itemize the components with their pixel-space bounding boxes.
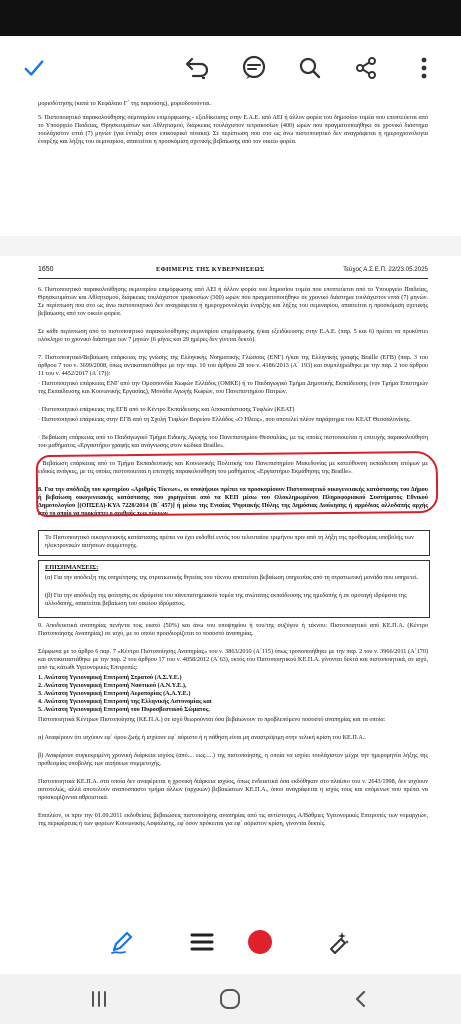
page-header (38, 266, 428, 279)
remark-a: (α) Για την απόδειξη της υπηρέτησης της στρατιωτικής θητείας του τέκνου απαιτείται βεβαίωση υπηρεσίας από τη στρατιωτική μονάδα που υπηρετεί. (45, 574, 419, 581)
system-nav-bar (0, 974, 461, 1024)
issue-label: Τεύχος Α.Σ.Ε.Π. 22/23.05.2025 (343, 266, 428, 273)
committee-5: 5. Ανώτατη Υγειονομική Επιτροπή του Πυροσβεστικού Σώματος. (38, 706, 210, 713)
committee-3: 3. Ανώτατη Υγειονομική Επιτροπή Αεροπορίας (Α.Α.Υ.Ε.) (38, 690, 191, 697)
paragraph-item6: 6. Πιστοποιητικό παρακολούθησης σεμιναρίου επιμόρφωσης από ΑΕΙ ή άλλον φορέα του δημοσίου τομέα που εποπτεύεται από το Υπουργείο Παιδείας, Θρησκευμάτων και Αθλητισμού, διάρκειας τουλάχιστον τριακοσίων (300) ωρών που πραγματοποιήθηκε σε χρονικό διάστημα τουλάχιστον επτά (7) μηνών. Σε περίπτωση που στο ως άνω πιστοποιητικό δεν αναγράφεται η ημεροχρονολογία έναρξης και λήξης του σεμιναρίου, απαιτείται η προσκόμιση σχετικής βεβαίωσης από τον οικείο φορέα. (38, 286, 428, 318)
paragraph-item5: 5. Πιστοποιητικό παρακολούθησης σεμιναρίου επιμόρφωσης - εξειδίκευσης στην Ε.Α.Ε. από ΑΕΙ ή άλλον φορέα του δημοσίου τομέα που εποπτεύεται από το Υπουργείο Παιδείας, Θρησκευμάτων και Αθλητισμού, διάρκειας τουλάχιστον τετρακοσίων (400) ωρών που πραγματοποιήθηκε σε χρονικό διάστημα τουλάχιστον επτά (7) μηνών (για ένταξη στον επικουρικό πίνακα). Σε περίπτωση που στο ως άνω πιστοποιητικό δεν αναγράφεται η ημεροχρονολογία έναρξης και λήξης του σεμιναρίου, απαιτείται η προσκόμιση σχετικής βεβαίωσης από τον οικείο φορέα. (38, 114, 428, 146)
paragraph-item9b: Σύμφωνα με το άρθρο 6 παρ. 7 «Κέντρο Πιστοποίησης Αναπηρίας» του ν. 3863/2010 (Α΄115) όπως τροποποιήθηκε με την παρ. 2 του ν. 3966/2011 (Α΄170) και αντικαταστάθηκε με την παρ. 2 του άρθρου 17 του ν. 4058/2012 (Α΄63), εκτός του Πιστοποιητικού ΚΕ.Π.Α. γίνονται δεκτά και πιστοποιητικά, σε ισχύ, από τις κάτωθι Υγειονομικές Επιτροπές: (38, 648, 428, 672)
paragraph-item9c: Πιστοποιητικά Κέντρων Πιστοποίησης (ΚΕ.Π.Α.) σε ισχύ θεωρούνται όσα βεβαιώνουν το προβλεπόμενο ποσοστό αναπηρίας και τα οποία: (38, 716, 386, 723)
paragraph-item6b: Σε κάθε περίπτωση από το πιστοποιητικό παρακολούθησης σεμιναρίου επιμόρφωσης ή/και εξειδίκευσης στην Ε.Α.Ε. (παρ. 5 και 6) πρέπει να προκύπτει ολόκληρο το χρονικό διάστημα των 7 μηνών (6 μήνες και 29 ημέρες δεν γίνεται δεκτό). (38, 328, 428, 344)
remarks-title: ΕΠΙΣΗΜΑΝΣΕΙΣ: (45, 564, 99, 571)
color-dot-icon[interactable] (242, 924, 278, 960)
committee-4: 4. Ανώτατη Υγειονομική Επιτροπή της Ελληνικής Αστυνομίας και (38, 698, 212, 705)
notice-box (38, 530, 430, 556)
more-icon[interactable] (412, 50, 436, 86)
document-page-previous (0, 100, 461, 236)
paragraph-line0: μοριοδότησης (κατά το Κεφάλαιο Γ΄ της παρούσης), μοριοδοτούνται. (38, 100, 212, 107)
magic-eraser-icon[interactable] (320, 924, 356, 960)
back-icon[interactable] (346, 984, 376, 1014)
document-page (0, 256, 461, 912)
paragraph-item8: 8. Για την απόδειξη του κριτηρίου «Αριθμός Τέκνων», οι υποψήφιοι πρέπει να προσκομίσουν Πιστοποιητικό οικογενειακής κατάστασης του Δήμου ή βεβαίωση οικογενειακής κατάστασης που χορηγείται από τα ΚΕΠ μέσω του Ολοκληρωμένου Πληροφοριακού Συστήματος Εθνικού Δημοτολογίου [(ΟΠΣΕΔ)-ΚΥΑ 7228/2014 (Β΄ 457)] ή μέσω της Ενιαίας Ψηφιακής Πύλης της Δημόσιας Διοίκησης ή αρμόδιας αλλοδαπής αρχής από το οποίο να προκύπτει ο αριθμός των τέκνων. (38, 486, 428, 518)
paragraph-item7-b1: · Πιστοποιητικό επάρκειας ΕΝΓ από την Ομοσπονδία Κωφών Ελλάδος (ΟΜΚΕ) ή το Παιδαγωγικό Τμήμα Δημοτικής Εκπαίδευσης (νυν Τμήμα Επιστημών της Εκπαίδευσης και Κοινωνικής Εργασίας), Μονάδα Αγωγής Κωφών, του Πανεπιστημίου Πατρών. (38, 380, 428, 396)
notice-text: Το Πιστοποιητικό οικογενειακής κατάστασης πρέπει να έχει εκδοθεί εντός του τελευταίου τριμήνου πριν από τη λήξη της προθεσμίας υποβολής των ηλεκτρονικών αιτήσεων συμμετοχής. (45, 534, 414, 549)
committee-1: 1. Ανώτατη Υγειονομική Επιτροπή Στρατού (Α.Σ.Υ.Ε.) (38, 674, 182, 681)
page-number: 1650 (38, 266, 54, 273)
menu-lines-icon[interactable] (184, 924, 220, 960)
paragraph-item9d: α) Αναφέρουν ότι ισχύουν εφ΄ όρου ζωής ή ισχύουν εφ΄ αόριστο ή η πάθηση είναι μη αναστρέψιμη στην τελική κρίση του ΚΕ.Π.Α.. (38, 734, 366, 741)
undo-icon[interactable] (178, 50, 214, 86)
paragraph-item9: 9. Αποδεικτικά αναπηρίας πενήντα τοις εκατό (50%) και άνω του υποψηφίου ή του/της συζύγου ή τέκνου: Πιστοποιητικό από ΚΕ.Π.Α. (Κέντρο Πιστοποίησης Αναπηρίας) σε ισχύ, με το οποίο προσδιορίζεται το ποσοστό αναπηρίας. (38, 622, 428, 638)
drawing-toolbar (0, 912, 461, 974)
pen-icon[interactable] (104, 924, 140, 960)
committee-2: 2. Ανώτατη Υγειονομική Επιτροπή Ναυτικού (Α.Ν.Υ.Ε.), (38, 682, 187, 689)
viewer-toolbar (0, 36, 461, 100)
annotate-icon[interactable] (236, 50, 272, 86)
remark-b: (β) Για την απόδειξη της φοίτησης σε ιδρύματα του πανεπιστημιακού τομέα της ανώτατης εκπαίδευσης της ημεδαπής ή σε ομοταγή ιδρύματα της αλλοδαπής, απαιτείται βεβαίωση του οικείου ιδρύματος. (45, 592, 407, 607)
journal-title: ΕΦΗΜΕΡΙΣ ΤΗΣ ΚΥΒΕΡΝΗΣΕΩΣ (156, 266, 265, 273)
paragraph-item9f: Πιστοποιητικά ΚΕ.Π.Α. στα οποία δεν αναφέρεται η χρονική διάρκεια ισχύος, όπως ενδεικτικά όσα εκδόθηκαν στο πλαίσιο του ν. 2643/1998, δεν ισχύουν αυτοτελώς, αλλά αποτελούν αναπόσπαστο τμήμα άλλων (αρχικών) βεβαιώσεων ΚΕ.Π.Α., όπου αναγράφεται η ισχύς τους και επόμενων που πρέπει να προσκομίζονται αθροιστικά. (38, 778, 428, 802)
share-icon[interactable] (348, 50, 384, 86)
paragraph-item7: 7. Πιστοποιητικό/Βεβαίωση επάρκειας της γνώσης της Ελληνικής Νοηματικής Γλώσσας (ΕΝΓ) ή/και της Ελληνικής γραφής Braille (ΕΓΒ) (παρ. 3 του άρθρου 7 του ν. 3699/2008, όπως αντικαταστάθηκε με την παρ. 10 του άρθρου 28 του ν. 4186/2013 (Α΄ 193) και συμπληρώθηκε με την παρ. 2 του άρθρου 11 του ν. 4452/2017 (Α΄17)): (38, 354, 428, 378)
recent-apps-icon[interactable] (84, 984, 114, 1014)
home-icon[interactable] (215, 984, 245, 1014)
paragraph-item7-b3: · Πιστοποιητικό επάρκειας στην ΕΓΒ από τη Σχολή Τυφλών Βορείου Ελλάδος «Ο Ήλιος», που αποτελεί πλέον παράρτημα του ΚΕΑΤ Θεσσαλονίκης. (38, 416, 411, 423)
paragraph-item7-b5: · Βεβαίωση επάρκειας από το Τμήμα Εκπαιδευτικής και Κοινωνικής Πολιτικής του Πανεπιστημίου Μακεδονίας με κατεύθυνση εκπαίδευση ατόμων με ειδικές ανάγκες, με τις οποίες πιστοποιείται η επιτυχής παρακολούθηση του μαθήματος «Εργαστήριο Εκμάθησης της Braille». (38, 460, 428, 476)
red-ink-annotation (36, 451, 439, 517)
check-icon[interactable] (16, 50, 52, 86)
search-icon[interactable] (292, 50, 328, 86)
remarks-box (38, 560, 430, 618)
paragraph-item7-b2: · Πιστοποιητικό επάρκειας της ΕΓΒ από το Κέντρο Εκπαίδευσης και Αποκατάστασης Τυφλών (ΚΕΑΤ) (38, 406, 295, 413)
paragraph-item9g: Επιπλέον, οι πριν την 01.09.2011 εκδοθείσες βεβαιώσεις πιστοποίησης αναπηρίας από τις αντίστοιχες Α/Βάθμιες Υγειονομικές Επιτροπές των νομαρχιών, της περιφέρειας ή των φορέων Κοινωνικής Ασφάλισης, εφ΄όσον πρόκειται για εφ΄ αόριστον κρίση, γίνονται δεκτές. (38, 812, 428, 828)
paragraph-item7-b4: · Βεβαίωση επάρκειας από το Παιδαγωγικό Τμήμα Ειδικής Αγωγής του Πανεπιστημίου Θεσσαλίας, με τις οποίες πιστοποιείται η επιτυχής παρακολούθηση του μαθήματος «Εργαστήριο γραφής και ανάγνωσης στον κώδικα Braille». (38, 434, 428, 450)
paragraph-item9e: β) Αναφέρουν συγκεκριμένη χρονική διάρκεια ισχύος (από.... εως.....) της πιστοποίησης, η οποία να ισχύει τουλάχιστον μέχρι την ημερομηνία λήξης της προθεσμίας υποβολής των αιτήσεων συμμετοχής. (38, 752, 428, 768)
document-viewport[interactable] (0, 100, 461, 912)
status-bar (0, 0, 461, 36)
